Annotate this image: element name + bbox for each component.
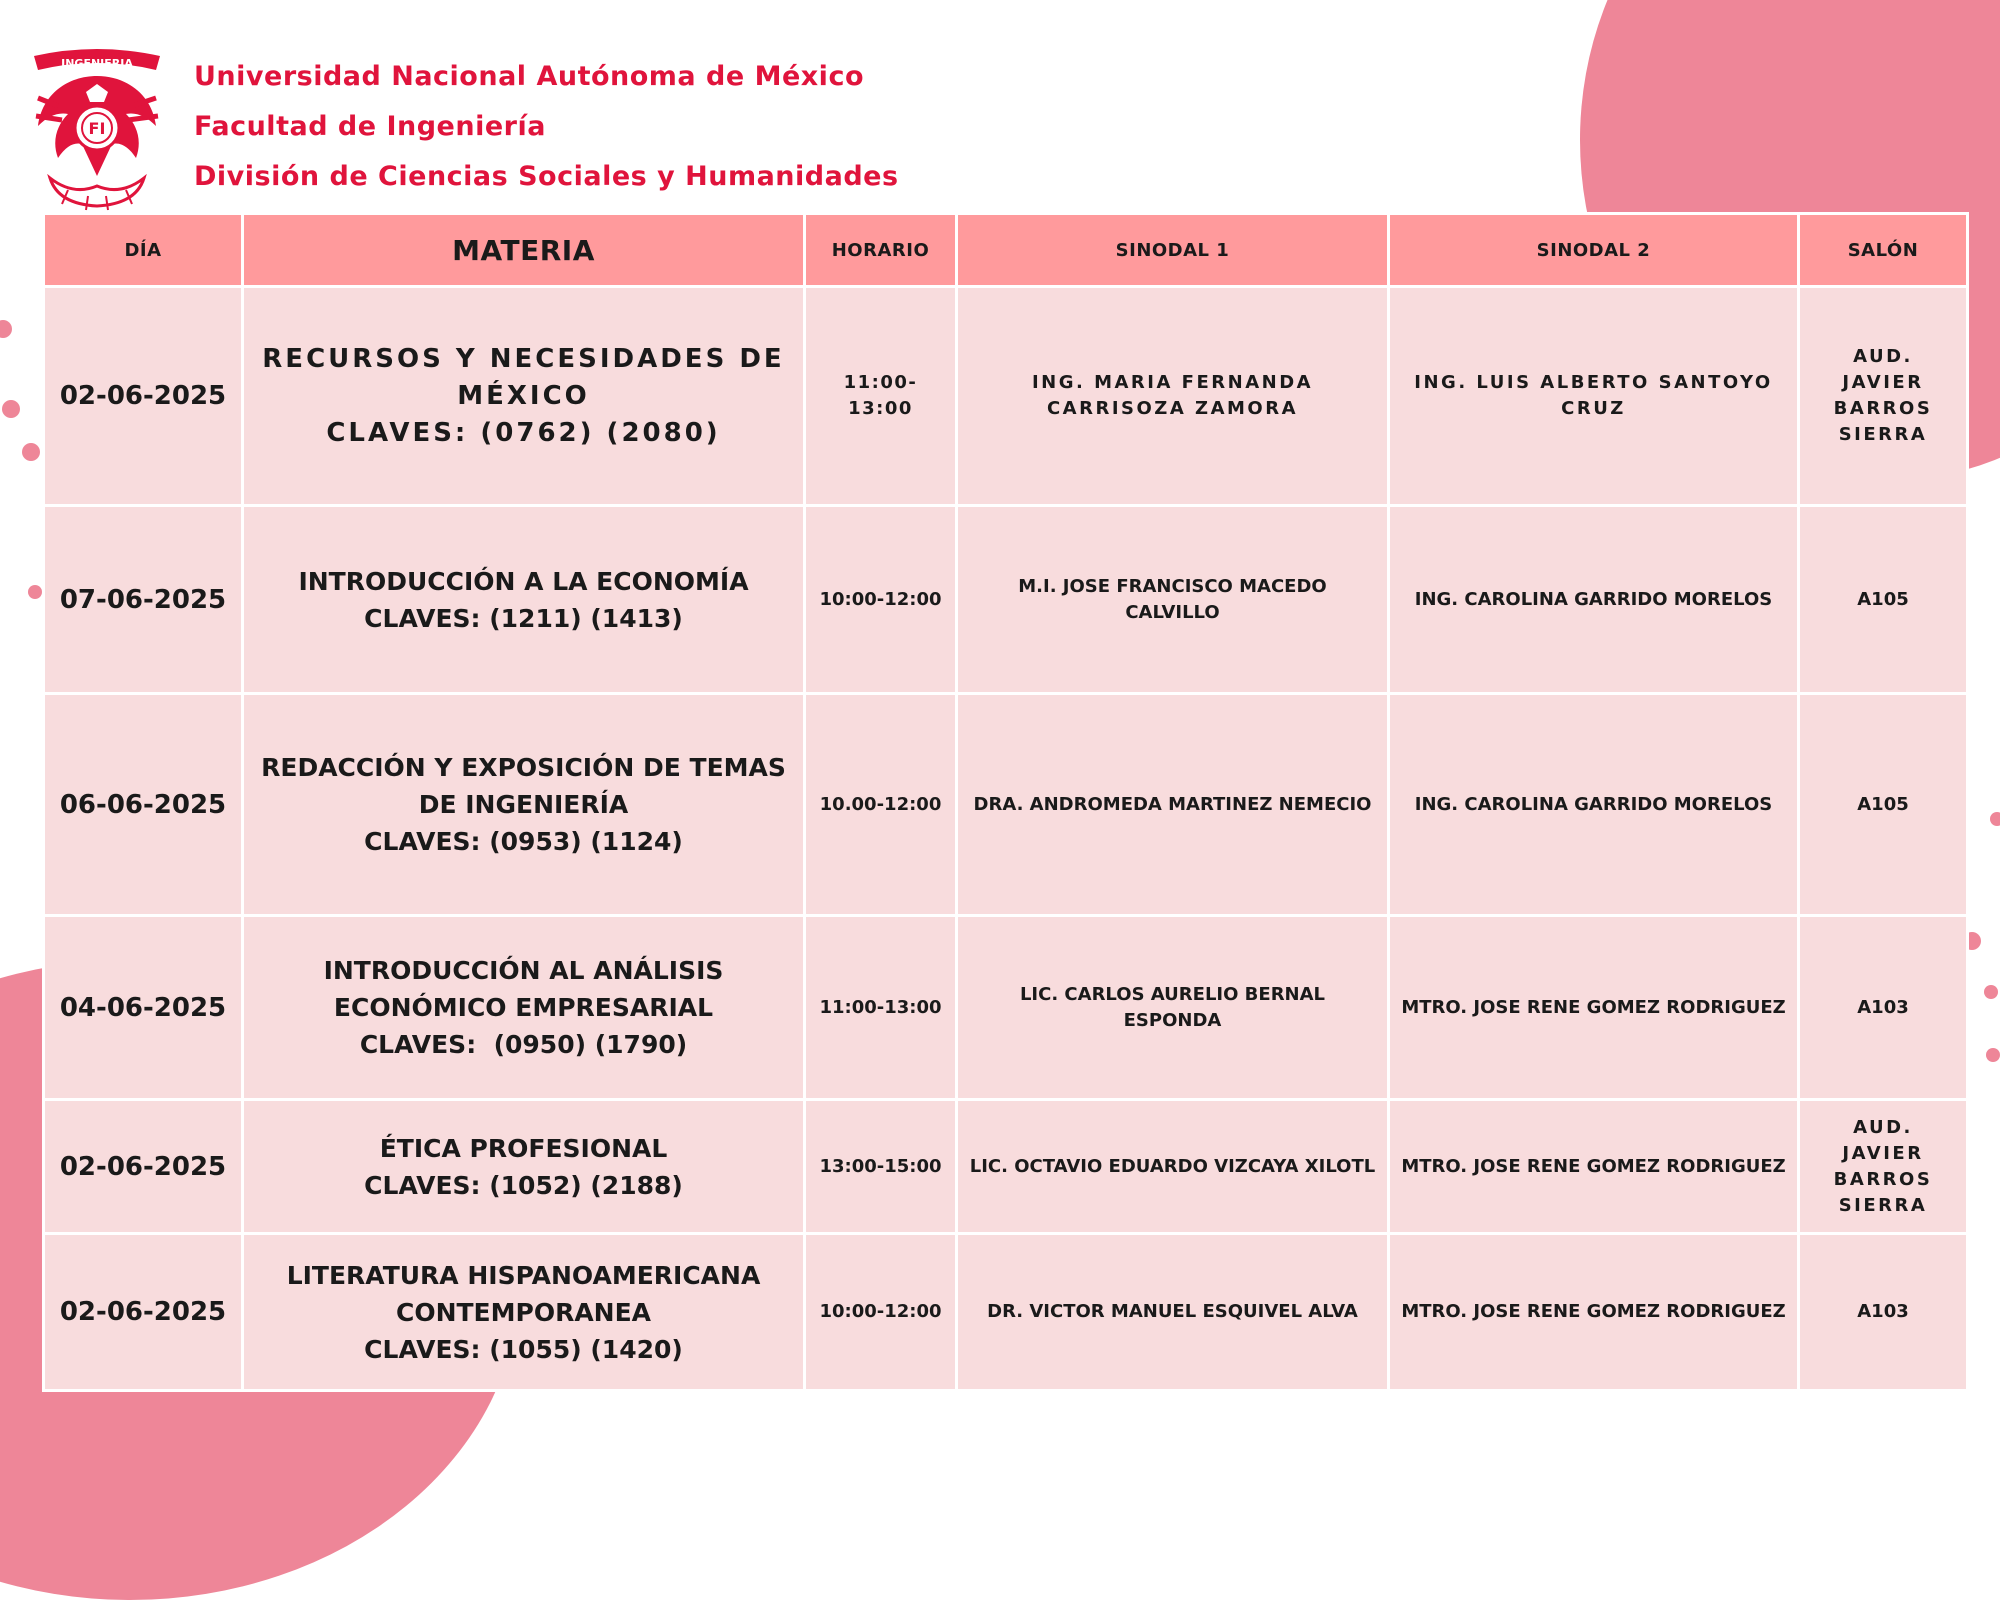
cell-horario: 11:00-13:00 (805, 916, 957, 1100)
cell-dia: 07-06-2025 (44, 506, 243, 694)
cell-sinodal-2: MTRO. JOSE RENE GOMEZ RODRIGUEZ (1389, 1234, 1799, 1391)
cell-sinodal-1: DR. VICTOR MANUEL ESQUIVEL ALVA (957, 1234, 1389, 1391)
cell-sinodal-1: ING. MARIA FERNANDA CARRISOZA ZAMORA (957, 287, 1389, 506)
cell-dia: 02-06-2025 (44, 287, 243, 506)
subject-name: INTRODUCCIÓN AL ANÁLISIS ECONÓMICO EMPRESARIAL (323, 956, 724, 1022)
cell-horario: 10.00-12:00 (805, 694, 957, 916)
subject-name: LITERATURA HISPANOAMERICANA CONTEMPORANEA (286, 1260, 761, 1327)
subject-keys: CLAVES: (0953) (1124) (364, 827, 683, 856)
decorative-dot (1984, 985, 1998, 999)
table-row (44, 1234, 1968, 1391)
subject-keys: CLAVES: (1211) (1413) (364, 603, 683, 633)
table-header-row (44, 214, 1968, 287)
cell-sinodal-1: LIC. OCTAVIO EDUARDO VIZCAYA XILOTL (957, 1100, 1389, 1234)
table-row (44, 287, 1968, 506)
table-row (44, 916, 1968, 1100)
cell-materia (243, 287, 805, 506)
column-header-dia: DÍA (44, 214, 243, 287)
unam-engineering-crest-logo (28, 46, 166, 214)
cell-sinodal-2: ING. CAROLINA GARRIDO MORELOS (1389, 506, 1799, 694)
cell-materia (243, 1234, 805, 1391)
table-row (44, 694, 1968, 916)
column-header-sinodal-1: SINODAL 1 (957, 214, 1389, 287)
cell-materia (243, 1100, 805, 1234)
decorative-dot (1986, 1048, 2000, 1062)
decorative-dot (22, 443, 40, 461)
university-name: Universidad Nacional Autónoma de México (194, 61, 864, 92)
cell-salon: A105 (1799, 506, 1968, 694)
column-header-sinodal-2: SINODAL 2 (1389, 214, 1799, 287)
subject-keys: CLAVES: (1055) (1420) (364, 1334, 683, 1364)
cell-salon: AUD. JAVIER BARROS SIERRA (1799, 287, 1968, 506)
cell-dia: 04-06-2025 (44, 916, 243, 1100)
subject-keys: CLAVES: (1052) (2188) (364, 1170, 683, 1200)
subject-name: INTRODUCCIÓN A LA ECONOMÍA (298, 566, 749, 596)
table-row (44, 1100, 1968, 1234)
cell-salon: AUD. JAVIER BARROS SIERRA (1799, 1100, 1968, 1234)
cell-sinodal-1: M.I. JOSE FRANCISCO MACEDO CALVILLO (957, 506, 1389, 694)
svg-text:FI: FI (88, 119, 106, 138)
column-header-horario: HORARIO (805, 214, 957, 287)
decorative-dot (0, 320, 12, 338)
cell-materia (243, 506, 805, 694)
division-name: División de Ciencias Sociales y Humanidades (194, 161, 899, 192)
cell-sinodal-2: ING. LUIS ALBERTO SANTOYO CRUZ (1389, 287, 1799, 506)
svg-text:INGENIERIA: INGENIERIA (61, 57, 133, 70)
cell-dia: 02-06-2025 (44, 1234, 243, 1391)
exam-schedule-table (42, 212, 1969, 1392)
decorative-dot (1990, 812, 2000, 826)
subject-keys: CLAVES: (0762) (2080) (326, 417, 721, 448)
subject-name: ÉTICA PROFESIONAL (379, 1133, 668, 1163)
cell-salon: A103 (1799, 1234, 1968, 1391)
cell-dia: 02-06-2025 (44, 1100, 243, 1234)
cell-salon: A103 (1799, 916, 1968, 1100)
cell-sinodal-1: DRA. ANDROMEDA MARTINEZ NEMECIO (957, 694, 1389, 916)
subject-name: REDACCIÓN Y EXPOSICIÓN DE TEMAS DE INGENIERÍA (261, 753, 786, 819)
faculty-name: Facultad de Ingeniería (194, 111, 546, 142)
cell-sinodal-2: ING. CAROLINA GARRIDO MORELOS (1389, 694, 1799, 916)
column-header-materia: MATERIA (243, 214, 805, 287)
cell-horario: 10:00-12:00 (805, 1234, 957, 1391)
cell-horario: 13:00-15:00 (805, 1100, 957, 1234)
cell-horario: 11:00-13:00 (805, 287, 957, 506)
cell-materia (243, 916, 805, 1100)
cell-sinodal-1: LIC. CARLOS AURELIO BERNAL ESPONDA (957, 916, 1389, 1100)
subject-name: RECURSOS Y NECESIDADES DE MÉXICO (262, 343, 785, 411)
cell-salon: A105 (1799, 694, 1968, 916)
cell-horario: 10:00-12:00 (805, 506, 957, 694)
subject-keys: CLAVES: (0950) (1790) (359, 1030, 688, 1059)
column-header-salon: SALÓN (1799, 214, 1968, 287)
cell-materia (243, 694, 805, 916)
decorative-dot (28, 585, 42, 599)
table-row (44, 506, 1968, 694)
cell-dia: 06-06-2025 (44, 694, 243, 916)
cell-sinodal-2: MTRO. JOSE RENE GOMEZ RODRIGUEZ (1389, 1100, 1799, 1234)
cell-sinodal-2: MTRO. JOSE RENE GOMEZ RODRIGUEZ (1389, 916, 1799, 1100)
decorative-dot (2, 400, 20, 418)
